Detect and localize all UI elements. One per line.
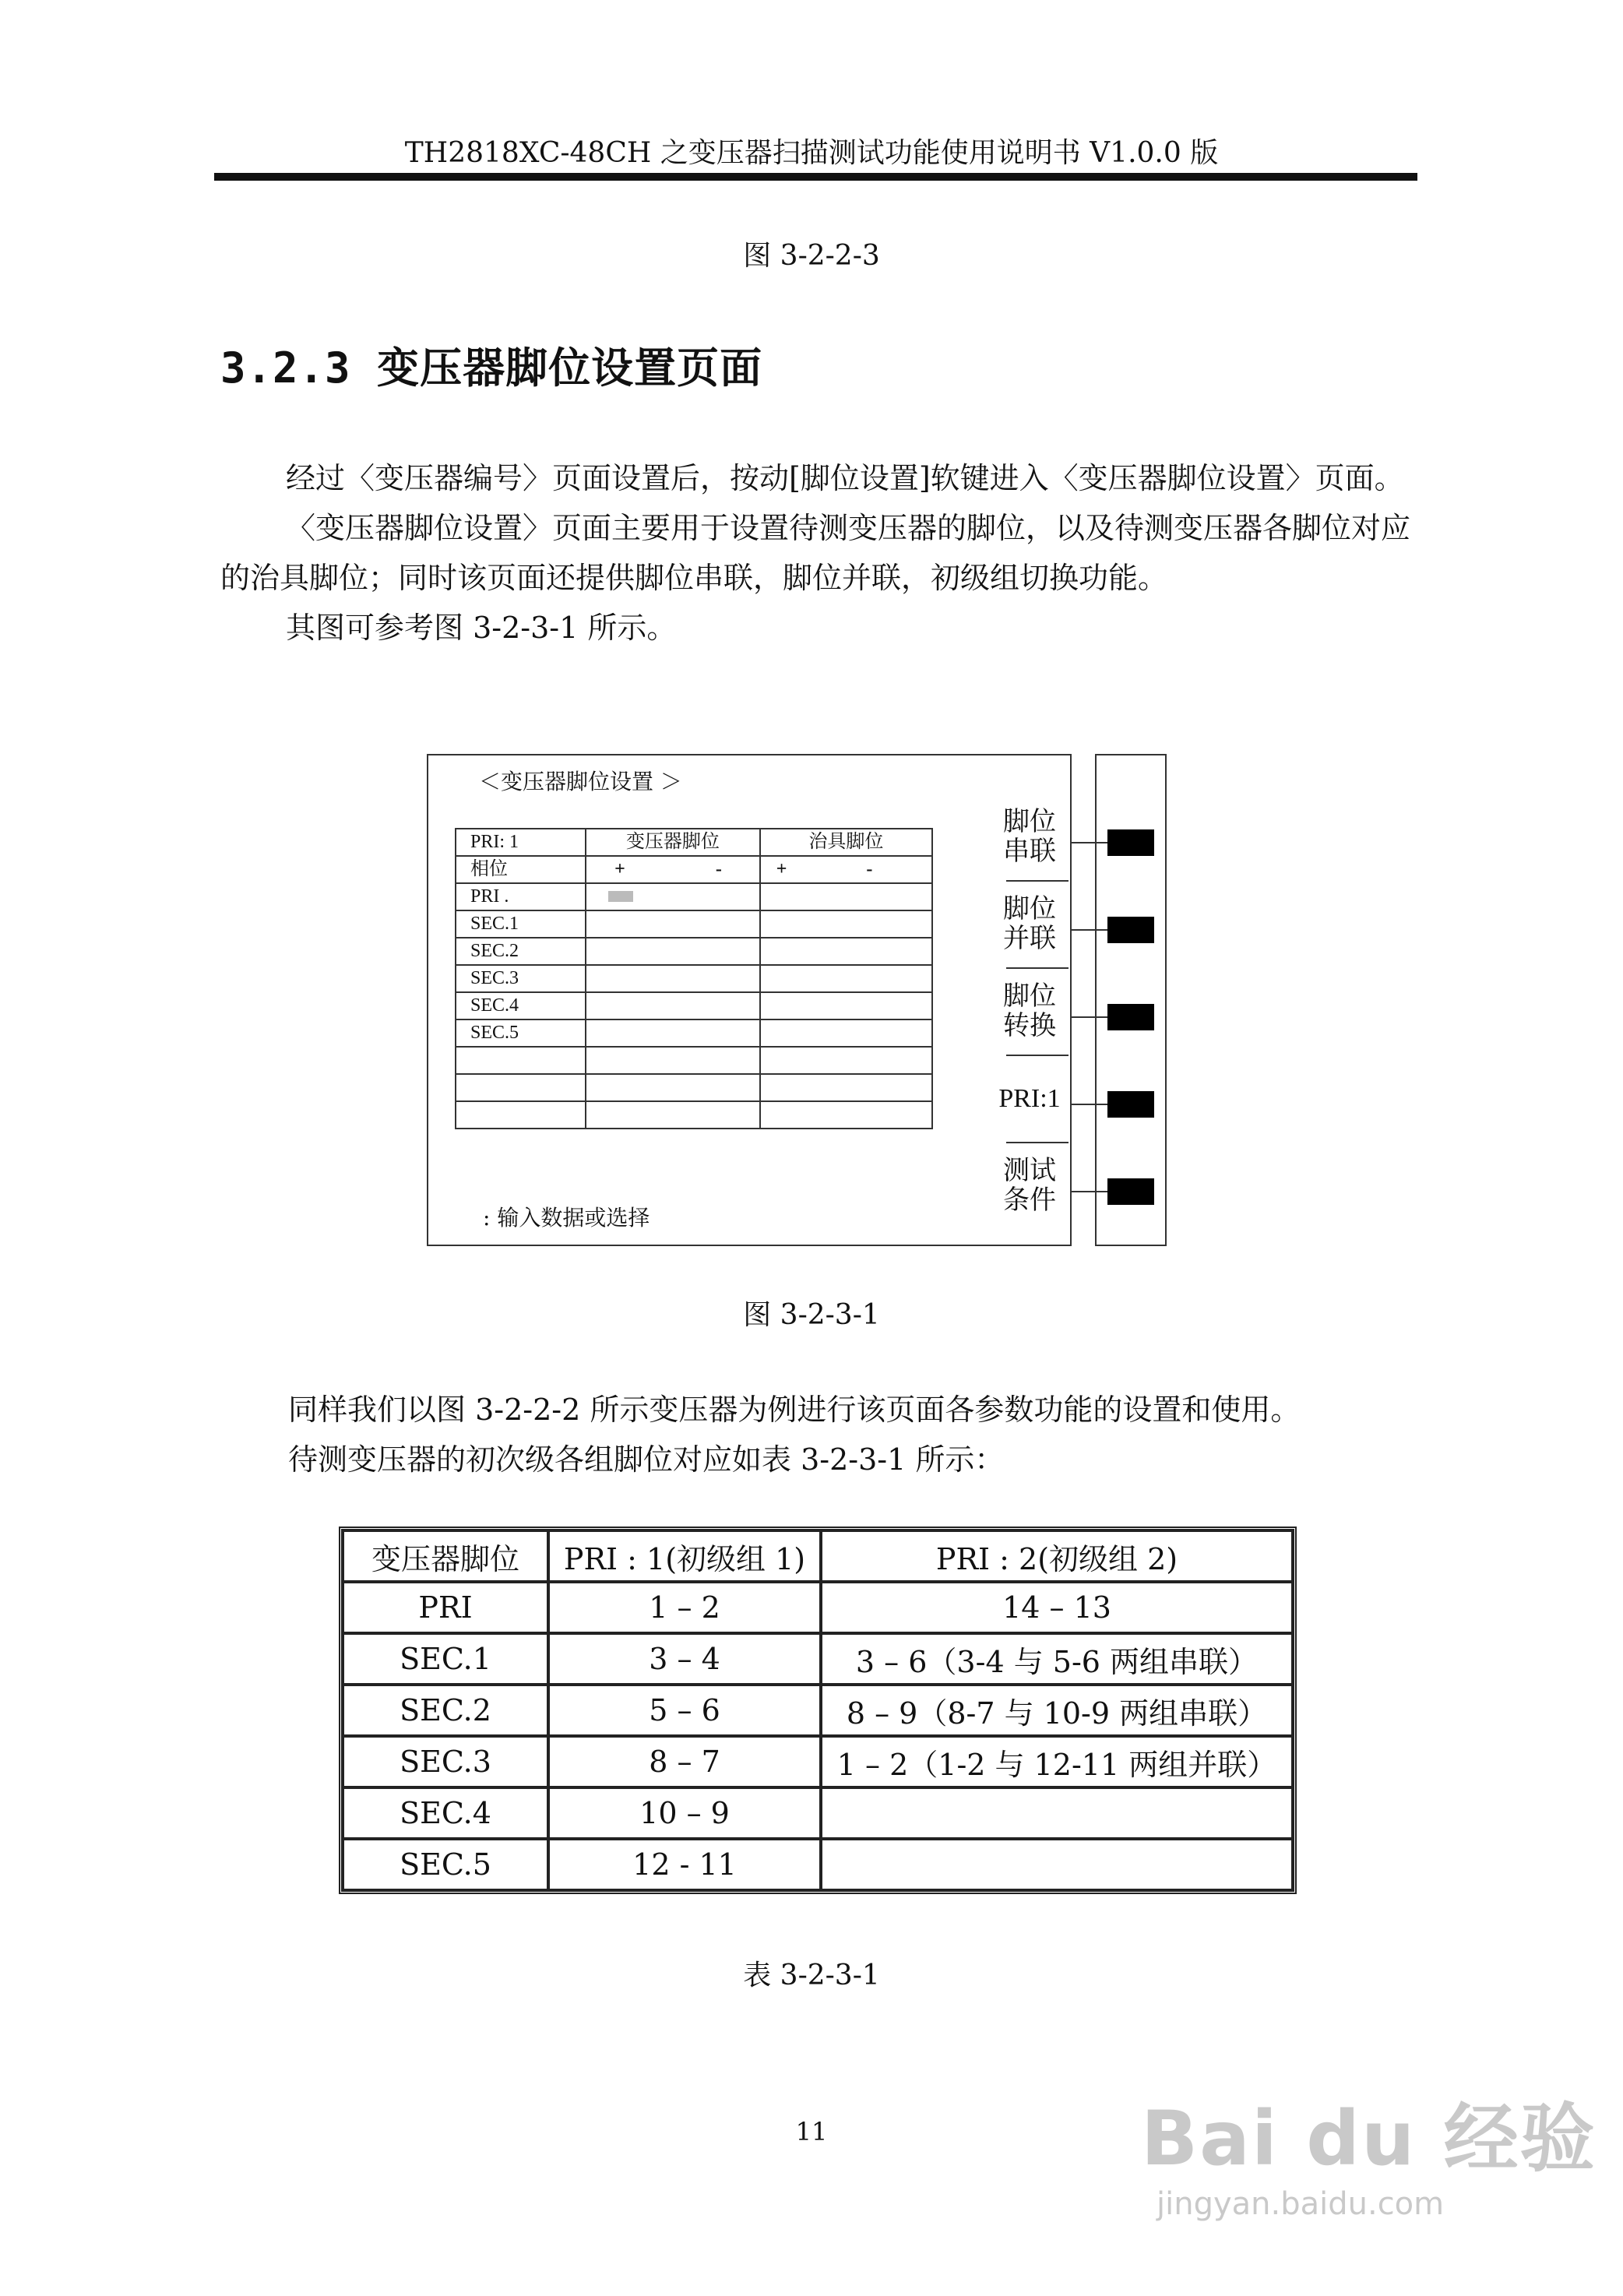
- grid-cell-fixture[interactable]: [760, 910, 932, 938]
- softkey-wire: [1072, 1016, 1107, 1018]
- pin-mapping-table: [339, 1527, 1297, 1894]
- baidu-watermark: [1141, 2079, 1597, 2222]
- grid-cell-fixture[interactable]: [760, 992, 932, 1019]
- softkey-wire: [1072, 1104, 1107, 1105]
- grid-row-label: PRI .: [456, 883, 586, 910]
- input-hint: : 输入数据或选择: [483, 1205, 650, 1231]
- table-cell: PRI: [343, 1582, 548, 1633]
- watermark-brand: Bai du 经验: [1141, 2095, 1597, 2182]
- paragraph-4: 同样我们以图 3-2-2-2 所示变压器为例进行该页面各参数功能的设置和使用。: [288, 1393, 1301, 1427]
- grid-cell-trans[interactable]: [586, 992, 760, 1019]
- grid-row-label: [456, 1047, 586, 1074]
- softkey-parallel-line1: 脚位: [1003, 893, 1056, 924]
- softkey-switch[interactable]: [991, 981, 1069, 1041]
- document-header: TH2818XC-48CH 之变压器扫描测试功能使用说明书 V1.0.0 版: [404, 137, 1219, 169]
- softkey-button-4[interactable]: [1107, 1091, 1154, 1118]
- header-rule: [214, 173, 1417, 181]
- section-heading: 3.2.3 变压器脚位设置页面: [220, 343, 763, 393]
- softkey-series-line2: 串联: [1003, 836, 1056, 867]
- grid-header-fixture-pin: 治具脚位: [760, 829, 932, 856]
- intro-text: [220, 453, 1424, 653]
- softkey-parallel-line2: 并联: [1003, 923, 1056, 954]
- grid-cell-fixture[interactable]: [760, 883, 932, 910]
- softkey-test-conditions[interactable]: [991, 1156, 1069, 1215]
- table-cell: 1 – 2（1-2 与 12-11 两组并联）: [821, 1736, 1293, 1787]
- grid-cell-trans[interactable]: [586, 938, 760, 965]
- paragraph-2: 〈变压器脚位设置〉页面主要用于设置待测变压器的脚位，以及待测变压器各脚位对应的治具脚位；同时该页面还提供脚位串联，脚位并联，初级组切换功能。: [220, 511, 1411, 595]
- grid-phase-fixture: [760, 856, 932, 883]
- grid-header-transformer-pin: 变压器脚位: [586, 829, 760, 856]
- softkey-wire: [1072, 842, 1107, 843]
- table-cell: [821, 1787, 1293, 1839]
- grid-row-label: [456, 1101, 586, 1129]
- table-caption: 表 3-2-3-1: [743, 1960, 880, 1991]
- grid-row-label: SEC.2: [456, 938, 586, 965]
- table-cell: 14 – 13: [821, 1582, 1293, 1633]
- table-cell: 3 – 6（3-4 与 5-6 两组串联）: [821, 1633, 1293, 1685]
- input-cursor: [608, 891, 633, 902]
- grid-header-pri: PRI: 1: [456, 829, 586, 856]
- softkey-divider: [1006, 880, 1069, 882]
- grid-cell-fixture[interactable]: [760, 1019, 932, 1047]
- watermark-url: jingyan.baidu.com: [1157, 2186, 1445, 2222]
- softkey-divider: [1006, 967, 1069, 969]
- phase-plus: +: [614, 859, 625, 879]
- softkey-button-5[interactable]: [1107, 1178, 1154, 1205]
- table-cell: 5 – 6: [548, 1685, 821, 1736]
- phase-minus: -: [715, 859, 722, 879]
- softkey-switch-line1: 脚位: [1003, 981, 1056, 1012]
- paragraph-3: 其图可参考图 3-2-3-1 所示。: [286, 611, 677, 645]
- table-cell: 8 – 9（8-7 与 10-9 两组串联）: [821, 1685, 1293, 1736]
- softkey-test-line1: 测试: [1003, 1155, 1056, 1186]
- pin-setup-grid: [455, 828, 933, 1129]
- grid-cell-trans[interactable]: [586, 1047, 760, 1074]
- softkey-switch-line2: 转换: [1003, 1010, 1056, 1041]
- softkey-series-line1: 脚位: [1003, 806, 1056, 837]
- softkey-wire: [1072, 1191, 1107, 1192]
- table-cell: SEC.1: [343, 1633, 548, 1685]
- table-header: PRI : 1(初级组 1): [548, 1530, 821, 1582]
- softkey-pri[interactable]: [991, 1084, 1069, 1114]
- paragraph-1: 经过〈变压器编号〉页面设置后，按动[脚位设置]软键进入〈变压器脚位设置〉页面。: [286, 461, 1404, 495]
- softkey-button-2[interactable]: [1107, 917, 1154, 943]
- table-cell: 3 – 4: [548, 1633, 821, 1685]
- grid-cell-trans[interactable]: [586, 965, 760, 992]
- figure-caption-main: 图 3-2-3-1: [743, 1299, 880, 1331]
- table-cell: 12 - 11: [548, 1839, 821, 1890]
- softkey-parallel[interactable]: [991, 894, 1069, 953]
- softkey-series[interactable]: [991, 807, 1069, 866]
- screen-title: ＜变压器脚位设置 ＞: [479, 769, 682, 794]
- table-cell: SEC.4: [343, 1787, 548, 1839]
- grid-cell-fixture[interactable]: [760, 1074, 932, 1101]
- softkey-divider: [1006, 1142, 1069, 1143]
- phase-plus: +: [776, 859, 787, 879]
- table-cell: SEC.2: [343, 1685, 548, 1736]
- grid-cell-trans[interactable]: [586, 910, 760, 938]
- softkey-panel: [1095, 754, 1167, 1246]
- paragraph-5: 待测变压器的初次级各组脚位对应如表 3-2-3-1 所示：: [288, 1442, 1005, 1477]
- page-number: 11: [795, 2117, 828, 2146]
- grid-phase-trans: [586, 856, 760, 883]
- grid-row-label: SEC.5: [456, 1019, 586, 1047]
- table-cell: 10 – 9: [548, 1787, 821, 1839]
- softkey-wire: [1072, 929, 1107, 931]
- table-cell: SEC.3: [343, 1736, 548, 1787]
- grid-phase-label: 相位: [456, 856, 586, 883]
- figure-caption-prev: 图 3-2-2-3: [743, 240, 880, 272]
- phase-minus: -: [866, 859, 873, 879]
- softkey-button-1[interactable]: [1107, 829, 1154, 856]
- grid-cell-fixture[interactable]: [760, 1101, 932, 1129]
- grid-row-label: [456, 1074, 586, 1101]
- table-header: 变压器脚位: [343, 1530, 548, 1582]
- table-cell: 8 – 7: [548, 1736, 821, 1787]
- softkey-divider: [1006, 1055, 1069, 1056]
- grid-cell-fixture[interactable]: [760, 938, 932, 965]
- softkey-test-line2: 条件: [1003, 1185, 1056, 1216]
- grid-row-label: SEC.3: [456, 965, 586, 992]
- grid-cell-trans[interactable]: [586, 1074, 760, 1101]
- grid-row-label: SEC.1: [456, 910, 586, 938]
- table-header: PRI : 2(初级组 2): [821, 1530, 1293, 1582]
- example-text: [288, 1385, 1425, 1484]
- grid-cell-fixture[interactable]: [760, 1047, 932, 1074]
- grid-row-label: SEC.4: [456, 992, 586, 1019]
- table-cell: SEC.5: [343, 1839, 548, 1890]
- grid-cell-trans[interactable]: [586, 1101, 760, 1129]
- grid-cell-trans[interactable]: [586, 1019, 760, 1047]
- softkey-pri-line1: PRI:1: [998, 1084, 1061, 1113]
- grid-cell-fixture[interactable]: [760, 965, 932, 992]
- grid-cell-trans[interactable]: [586, 883, 760, 910]
- softkey-button-3[interactable]: [1107, 1004, 1154, 1030]
- table-cell: 1 – 2: [548, 1582, 821, 1633]
- table-cell: [821, 1839, 1293, 1890]
